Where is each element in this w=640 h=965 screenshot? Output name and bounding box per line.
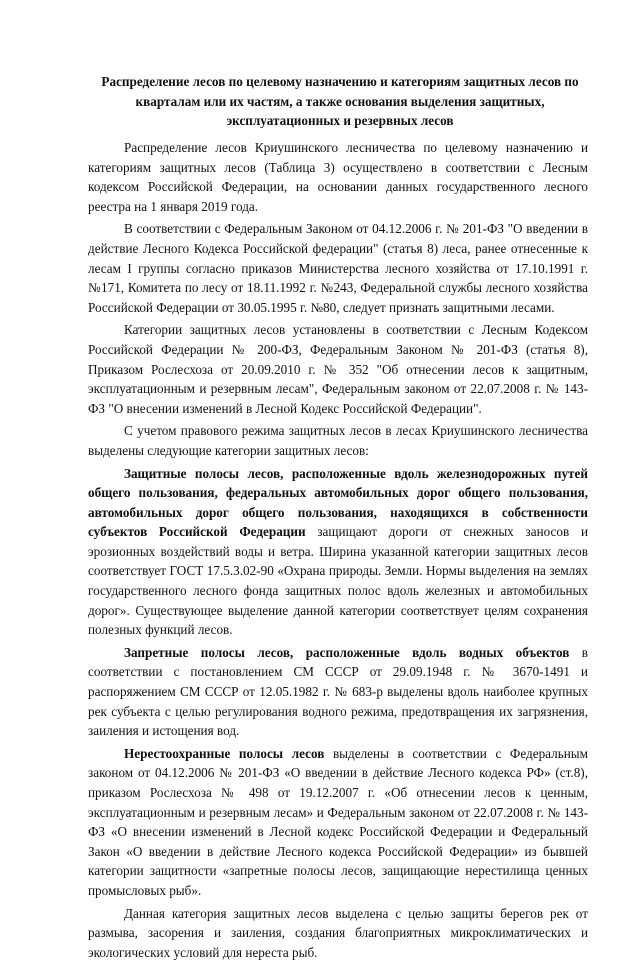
paragraph-water-strips — [88, 643, 588, 741]
document-title: Распределение лесов по целевому назначению и категориям защитных лесов по кварталам или их частям, а также основания выделения защитных, эксплуатационных и резервных лесов — [101, 74, 579, 128]
road-strips-heading: Защитные полосы лесов, расположенные вдоль железнодорожных путей общего пользования, федеральных автомобильных дорог общего пользования, автомобильных дорог общего пользования, находящихся в собственности субъектов Российской Федерации — [88, 465, 588, 540]
document-body — [88, 138, 588, 965]
paragraph-spawning-strips — [88, 744, 588, 901]
paragraph-purpose: Данная категория защитных лесов выделена с целью защиты берегов рек от размыва, засорения и заиления, создания благоприятных микроклиматических и экологических условий для нереста рыб. — [88, 905, 588, 960]
paragraph-distribution: Распределение лесов Криушинского лесничества по целевому назначению и категориям защитных лесов (Таблица 3) осуществлено в соответствии с Лесным кодексом Российской Федерации, на основании данных государственного лесного реестра на 1 января 2019 года. — [88, 140, 588, 214]
paragraph-road-strips — [88, 464, 588, 640]
spawning-strips-heading: Нерестоохранные полосы лесов — [124, 745, 325, 761]
water-strips-heading: Запретные полосы лесов, расположенные вдоль водных объектов — [124, 644, 570, 660]
road-strips-text: защищают дороги от снежных заносов и эрозионных воздействий воды и ветра. Ширина указанной категории защитных лесов соответствует ГОСТ 17.5.3.02-90 «Охрана природы. Земли. Нормы выделения на землях государственного лесного фонда защитных полос вдоль железных и автомобильных дорог». Существующее выделение данной категории соответствует целям сохранения полезных функций лесов. — [88, 524, 589, 638]
spawning-strips-text: выделены в соответствии с Федеральным законом от 04.12.2006 № 201-ФЗ «О введении в действие Лесного кодекса РФ» (ст.8), приказом Рослесхоза № 498 от 19.12.2007 г. «Об отнесении лесов к ценным, эксплуатационным и резервным лесам» и Федеральным законом от 22.07.2008 г. № 143-ФЗ «О внесении изменений в Лесной кодекс Российской Федерации и Федеральный Закон «О введении в действие Лесного кодекса Российской Федерации» из бывшей категории защитности «запретные полосы лесов, защищающие нерестилища ценных промысловых рыб». — [88, 745, 588, 898]
paragraph-federal-law: В соответствии с Федеральным Законом от 04.12.2006 г. № 201-ФЗ "О введении в действие Лесного Кодекса Российской федерации" (статья 8) леса, ранее отнесенные к лесам I группы согласно приказов Министерства лесного хозяйства от 17.10.1991 г. №171, Комитета по лесу от 18.11.1992 г. №243, Федеральной службы лесного хозяйства Российской Федерации от 30.05.1995 г. №80, следует признать защитными лесами. — [88, 221, 588, 315]
water-strips-text: в соответствии с постановлением СМ СССР от 29.09.1948 г. № 3670-1491 и распоряжением СМ СССР от 12.05.1982 г. № 683-р выделены вдоль наиболее крупных рек субъекта с целью регулирования водного режима, предотвращения их загрязнения, заиления и истощения вод. — [88, 644, 588, 739]
paragraph-legal-regime: С учетом правового режима защитных лесов в лесах Криушинского лесничества выделены следующие категории защитных лесов: — [88, 423, 588, 458]
paragraph-categories: Категории защитных лесов установлены в соответствии с Лесным Кодексом Российской Федерации № 200-ФЗ, Федеральным Законом № 201-ФЗ (статья 8), Приказом Рослесхоза от 20.09.2010 г. № 352 "Об отнесении лесов к защитным, эксплуатационным и резервным лесам", Федеральным законом от 22.07.2008 г. № 143-ФЗ "О внесении изменений в Лесной Кодекс Российской Федерации". — [88, 322, 588, 416]
